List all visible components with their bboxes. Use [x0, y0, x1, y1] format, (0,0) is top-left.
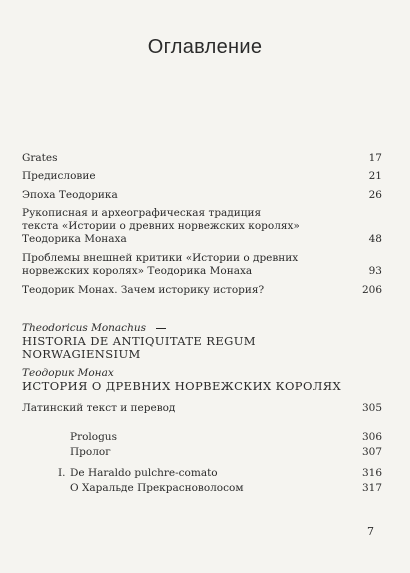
toc-entry-criticism: Проблемы внешней критики «Истории о древних норвежских королях» Теодорика Монаха 93 — [22, 252, 382, 277]
title-russian: ИСТОРИЯ О ДРЕВНИХ НОРВЕЖСКИХ КОРОЛЯХ — [22, 379, 342, 393]
toc-entry-epoch: Эпоха Теодорика 26 — [22, 189, 382, 201]
toc-entry-latin-text: Латинский текст и перевод 305 — [22, 402, 382, 414]
page-number: 7 — [367, 525, 374, 538]
toc-entry-why-history: Теодорик Монах. Зачем историку история? 206 — [22, 284, 382, 296]
author-latin: Theodoricus Monachus — [22, 322, 382, 335]
toc-entry-chapter-1-latin: I. De Haraldo pulchre-comato 316 — [58, 467, 382, 479]
title-latin: HISTORIA DE ANTIQUITATE REGUM NORWAGIENSIUM — [22, 334, 256, 361]
author-russian: Теодорик Монах — [22, 367, 114, 379]
dash-mark — [156, 328, 166, 329]
page-title: Оглавление — [147, 36, 263, 58]
toc-entry-preface: Предисловие 21 — [22, 170, 382, 182]
toc-entry-prologus: Prologus 306 — [70, 431, 382, 443]
chapter-numeral: I. — [58, 467, 66, 479]
toc-entry-chapter-1-russian: О Харальде Прекрасноволосом 317 — [70, 482, 382, 494]
toc-entry-manuscript: Рукописная и археографическая традиция текста «Истории о древних норвежских королях» Теодорика Монаха 48 — [22, 207, 382, 245]
toc-entry-prolog: Пролог 307 — [70, 446, 382, 458]
toc-entry-grates: Grates 17 — [22, 152, 382, 164]
